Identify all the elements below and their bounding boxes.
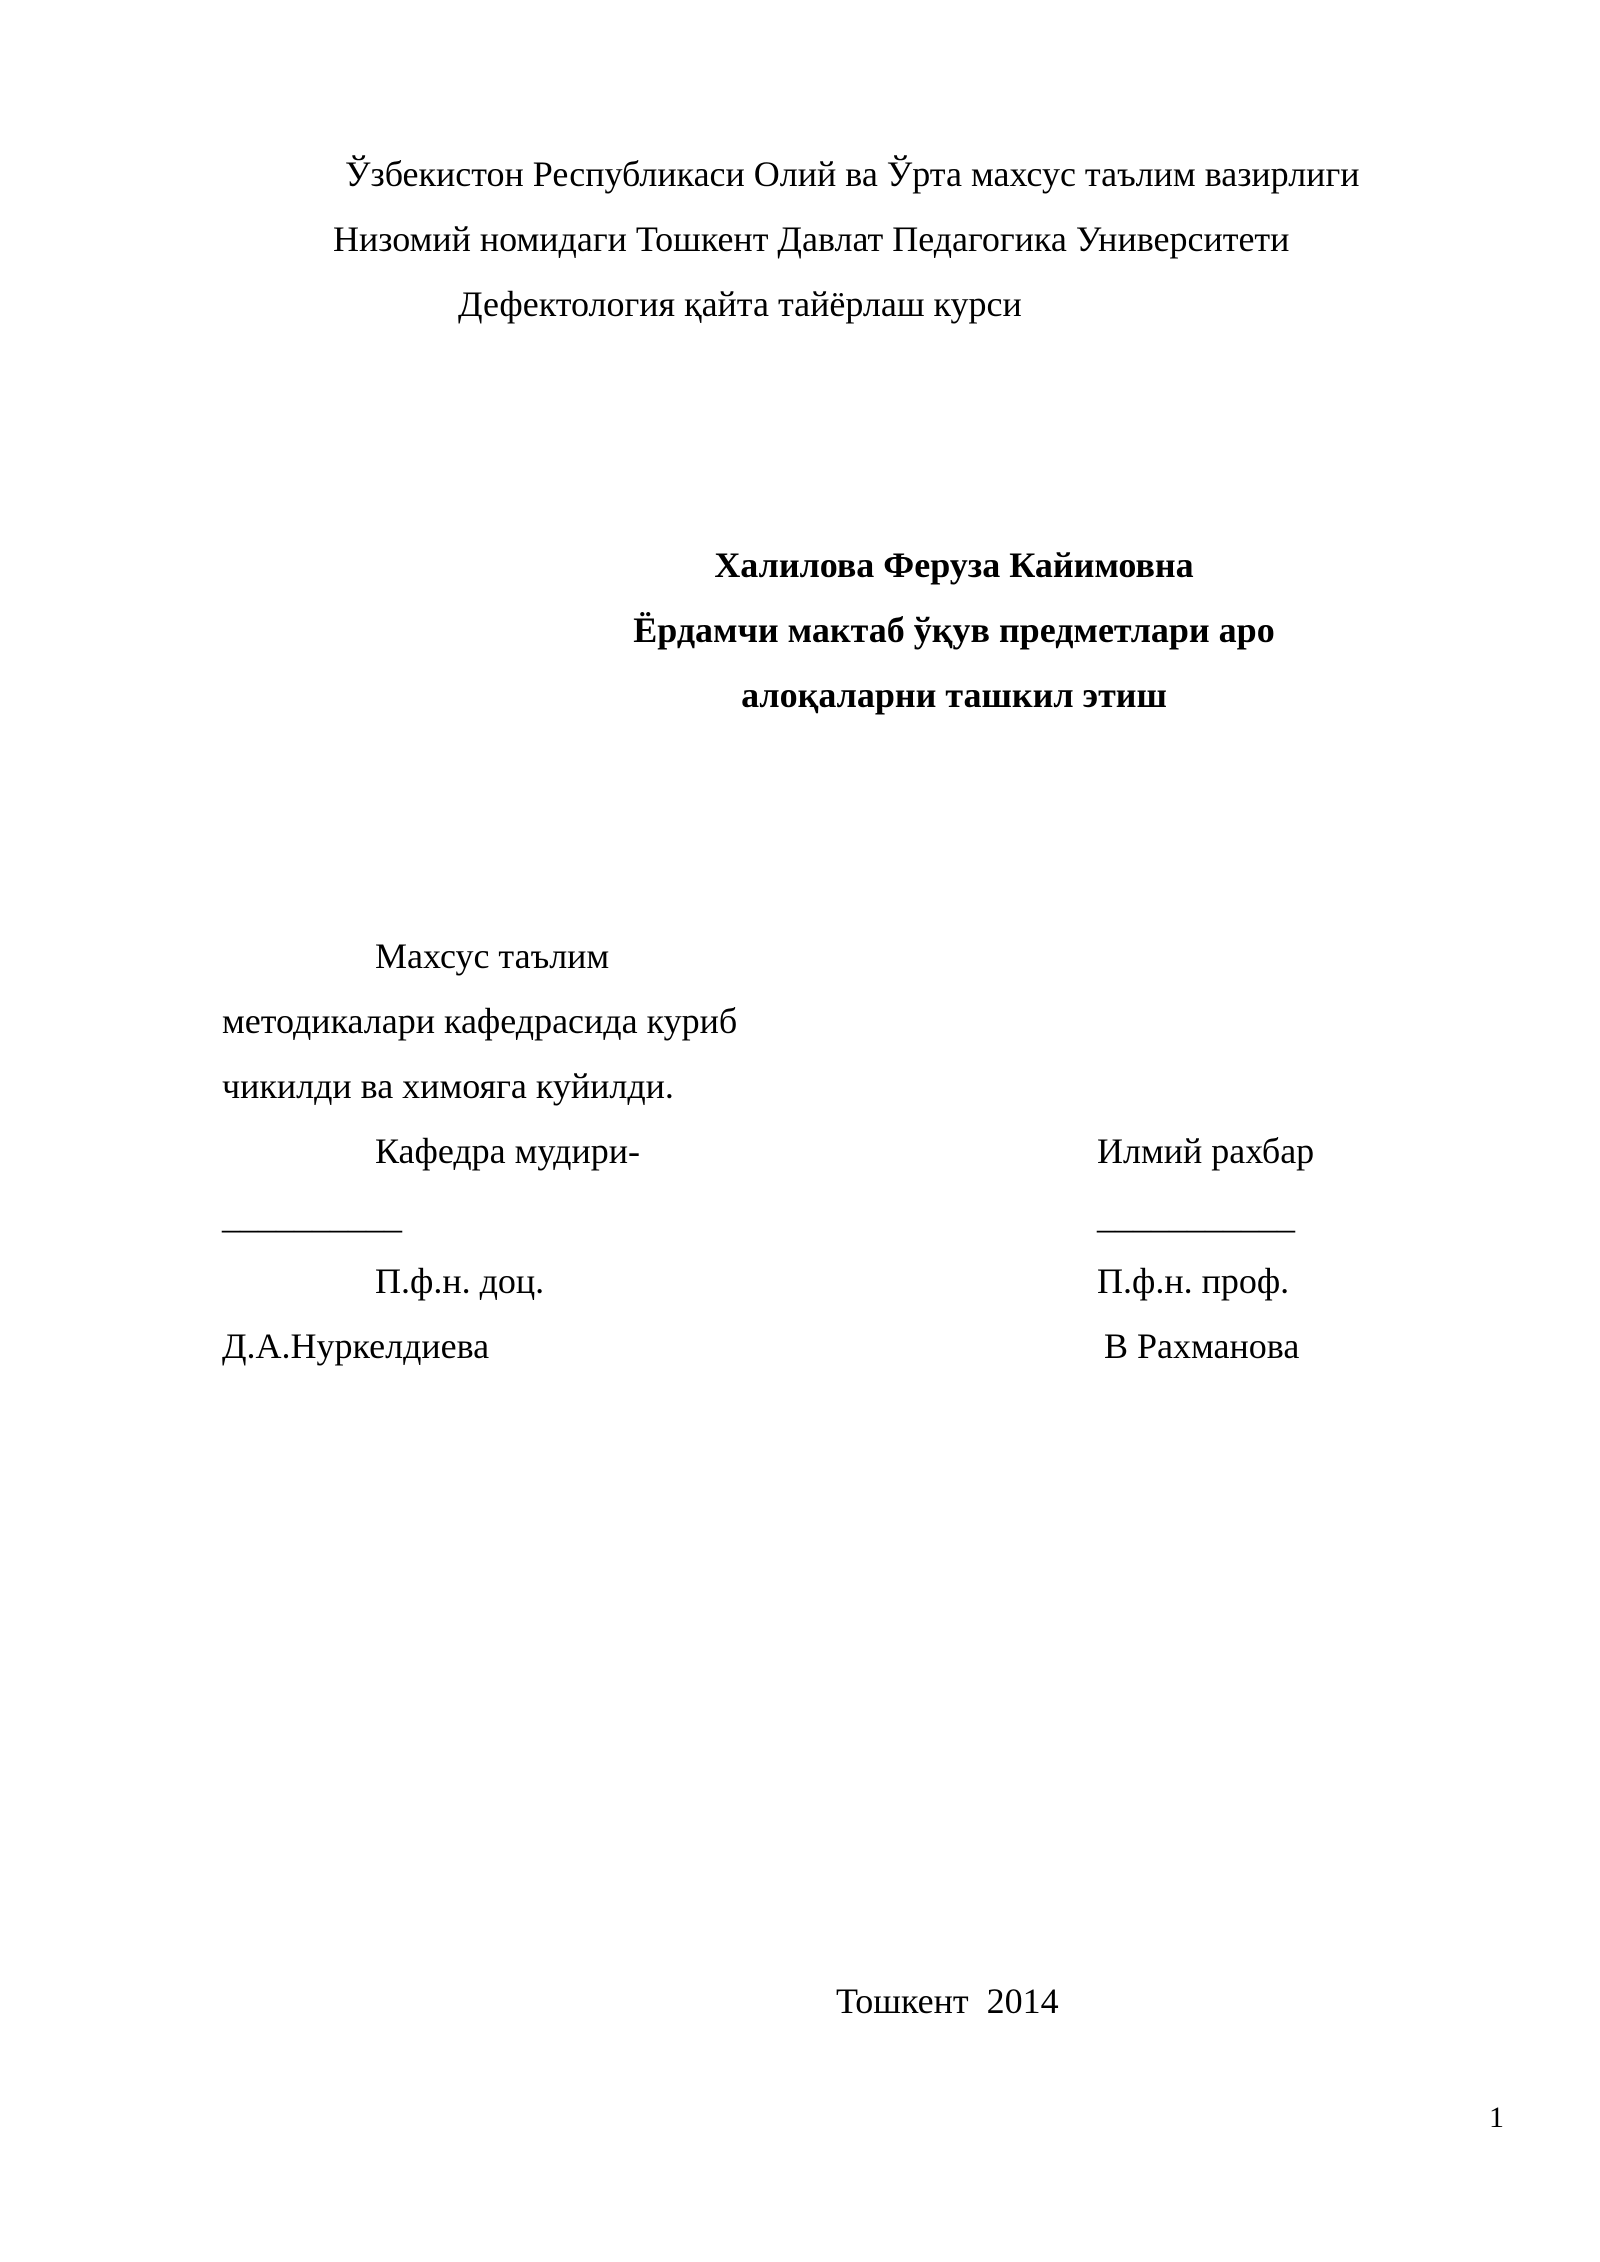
approval-line-1: Махсус таълим — [375, 936, 610, 976]
city-year: Тошкент 2014 — [836, 1981, 1059, 2021]
approval-line-2: методикалари кафедрасида куриб — [222, 1001, 738, 1041]
author-name: Халилова Феруза Кайимовна — [714, 545, 1194, 585]
supervisor-role: Илмий рахбар — [1097, 1131, 1315, 1171]
department-head-role: Кафедра мудири- — [375, 1131, 640, 1171]
course-heading: Дефектология қайта тайёрлаш курси — [458, 284, 1022, 324]
approval-line-3: чикилди ва химояга куйилди. — [222, 1066, 674, 1106]
department-head-signature-line: __________ — [222, 1196, 402, 1236]
supervisor-signature-line: ___________ — [1097, 1196, 1295, 1236]
department-head-degree: П.ф.н. доц. — [375, 1261, 545, 1301]
supervisor-degree: П.ф.н. проф. — [1097, 1261, 1290, 1301]
university-heading: Низомий номидаги Тошкент Давлат Педагогика Университети — [333, 219, 1290, 259]
ministry-heading: Ўзбекистон Республикаси Олий ва Ўрта махсус таълим вазирлиги — [345, 154, 1360, 194]
supervisor-name: В Рахманова — [1104, 1326, 1300, 1366]
document-title-line-1: Ёрдамчи мактаб ўқув предметлари аро — [633, 610, 1275, 650]
document-title-line-2: алоқаларни ташкил этиш — [741, 675, 1167, 715]
department-head-name: Д.А.Нуркелдиева — [222, 1326, 490, 1366]
page-number: 1 — [1489, 2101, 1504, 2134]
